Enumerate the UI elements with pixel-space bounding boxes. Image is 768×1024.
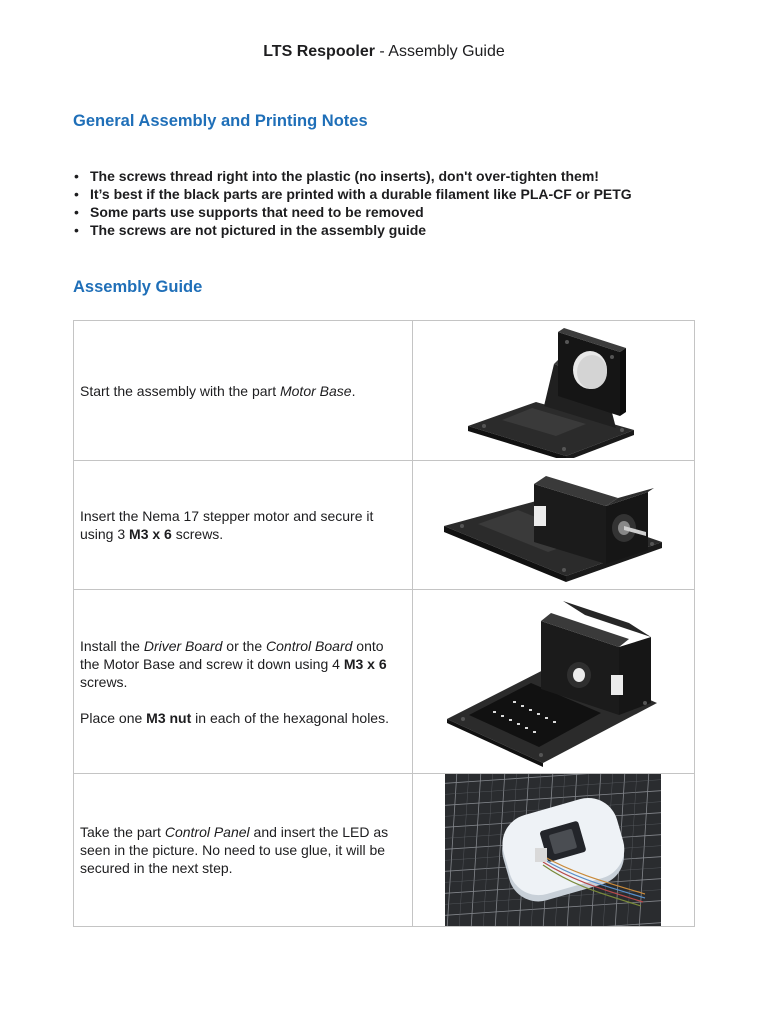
motor-base-render-icon <box>458 324 648 458</box>
assembly-table <box>73 320 695 927</box>
step-row-1 <box>74 321 695 461</box>
guide-heading: Assembly Guide <box>73 278 203 296</box>
step-3-text-cell <box>74 590 413 774</box>
step-1-text-cell <box>74 321 413 461</box>
part-name: Motor Base <box>279 382 352 399</box>
note-item: • The screws are not pictured in the assembly guide <box>73 221 632 239</box>
driver-board-render-icon <box>443 597 663 767</box>
step-1-image-cell <box>412 321 694 461</box>
motor-installed-render-icon <box>438 466 668 584</box>
step-3-image-cell <box>412 590 694 774</box>
nut-size: M3 nut <box>146 709 192 726</box>
note-item: • It’s best if the black parts are printed with a durable filament like PLA-CF or PETG <box>73 185 632 203</box>
step-4-text: Take the part Control Panel and insert the LED as seen in the picture. No need to use glue, it will be secured in the next step. <box>80 824 389 876</box>
notes-list <box>73 167 632 239</box>
step-1-text: Start the assembly with the part Motor Base. <box>80 382 356 399</box>
note-item: • The screws thread right into the plastic (no inserts), don't over-tighten them! <box>73 167 632 185</box>
document-title <box>0 43 768 61</box>
title-bold: LTS Respooler <box>263 43 375 60</box>
step-2-text-cell <box>74 461 413 590</box>
step-3-text: Install the Driver Board or the Control Board onto the Motor Base and screw it down using 4 M3 x 6 screws. Place one M3 nut in each of the hexagonal holes. <box>80 637 389 726</box>
step-row-4 <box>74 774 695 927</box>
screw-size: M3 x 6 <box>343 655 387 672</box>
control-panel-photo-icon <box>445 774 661 926</box>
part-name: Control Board <box>266 637 353 654</box>
screw-size: M3 x 6 <box>129 526 172 542</box>
step-4-text-cell <box>74 774 413 927</box>
step-4-image-cell <box>412 774 694 927</box>
notes-heading: General Assembly and Printing Notes <box>73 112 368 130</box>
step-row-2 <box>74 461 695 590</box>
step-row-3 <box>74 590 695 774</box>
step-2-image-cell <box>412 461 694 590</box>
title-rest: - Assembly Guide <box>374 43 505 60</box>
note-item: • Some parts use supports that need to be removed <box>73 203 632 221</box>
part-name: Driver Board <box>143 637 223 654</box>
step-2-text: Insert the Nema 17 stepper motor and secure it using 3 M3 x 6 screws. <box>80 508 374 542</box>
part-name: Control Panel <box>164 824 250 840</box>
